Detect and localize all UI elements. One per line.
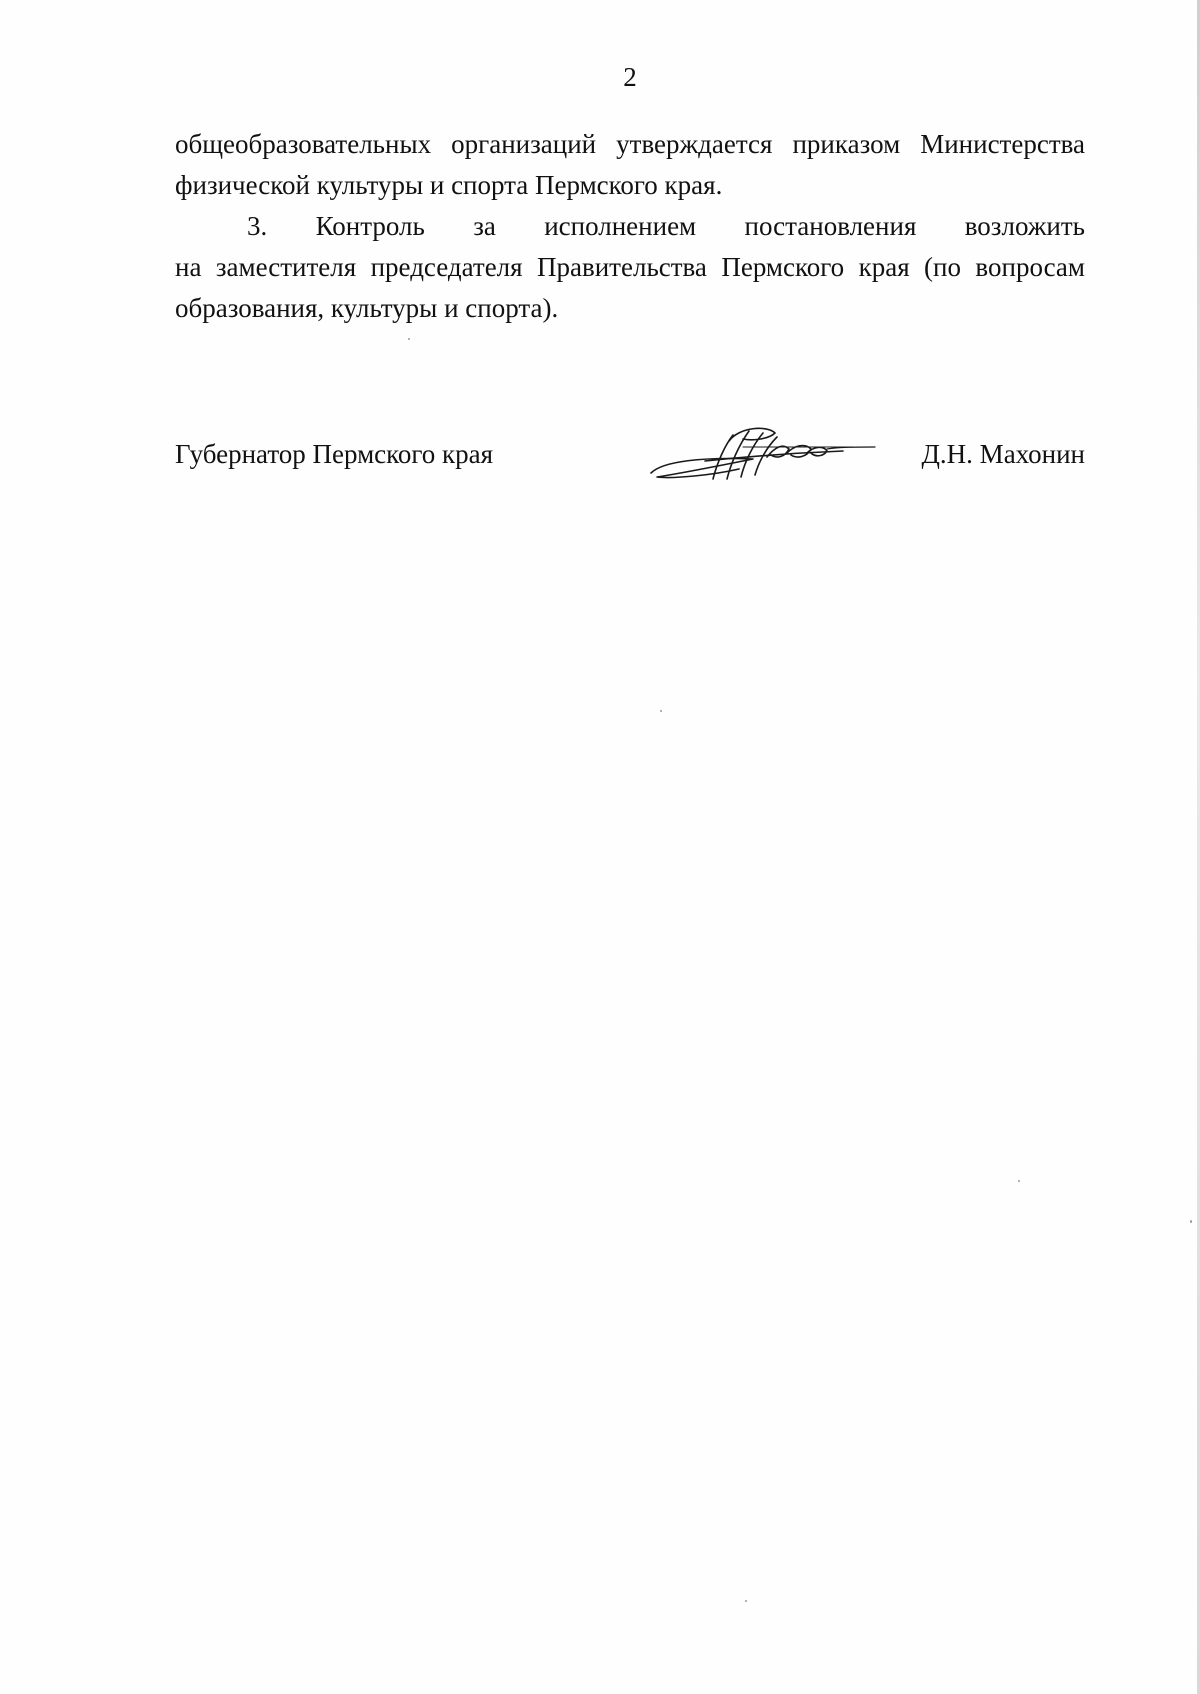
signer-title: Губернатор Пермского края xyxy=(175,439,494,469)
page-number: 2 xyxy=(623,62,637,92)
document-body xyxy=(175,124,1085,329)
scan-speck xyxy=(408,338,410,340)
scan-speck xyxy=(1190,1220,1192,1223)
scan-speck xyxy=(1018,1180,1020,1182)
paragraph-1 xyxy=(175,124,1085,206)
signer-name: Д.Н. Махонин xyxy=(921,439,1085,469)
paragraph-2-line-3: образования, культуры и спорта). xyxy=(175,293,559,323)
handwritten-signature xyxy=(643,417,883,497)
paragraph-2-line-1: 3. Контроль за исполнением постановления возложить xyxy=(247,211,1085,241)
scan-speck xyxy=(745,1600,747,1602)
paragraph-2 xyxy=(175,206,1085,329)
scan-speck xyxy=(660,710,662,712)
paragraph-2-line-2: на заместителя председателя Правительства Пермского края (по вопросам xyxy=(175,252,1085,282)
paragraph-1-line-1: общеобразовательных организаций утверждается приказом Министерства xyxy=(175,129,1085,159)
paragraph-1-line-2: физической культуры и спорта Пермского края. xyxy=(175,170,723,200)
signature-block xyxy=(175,435,1085,505)
